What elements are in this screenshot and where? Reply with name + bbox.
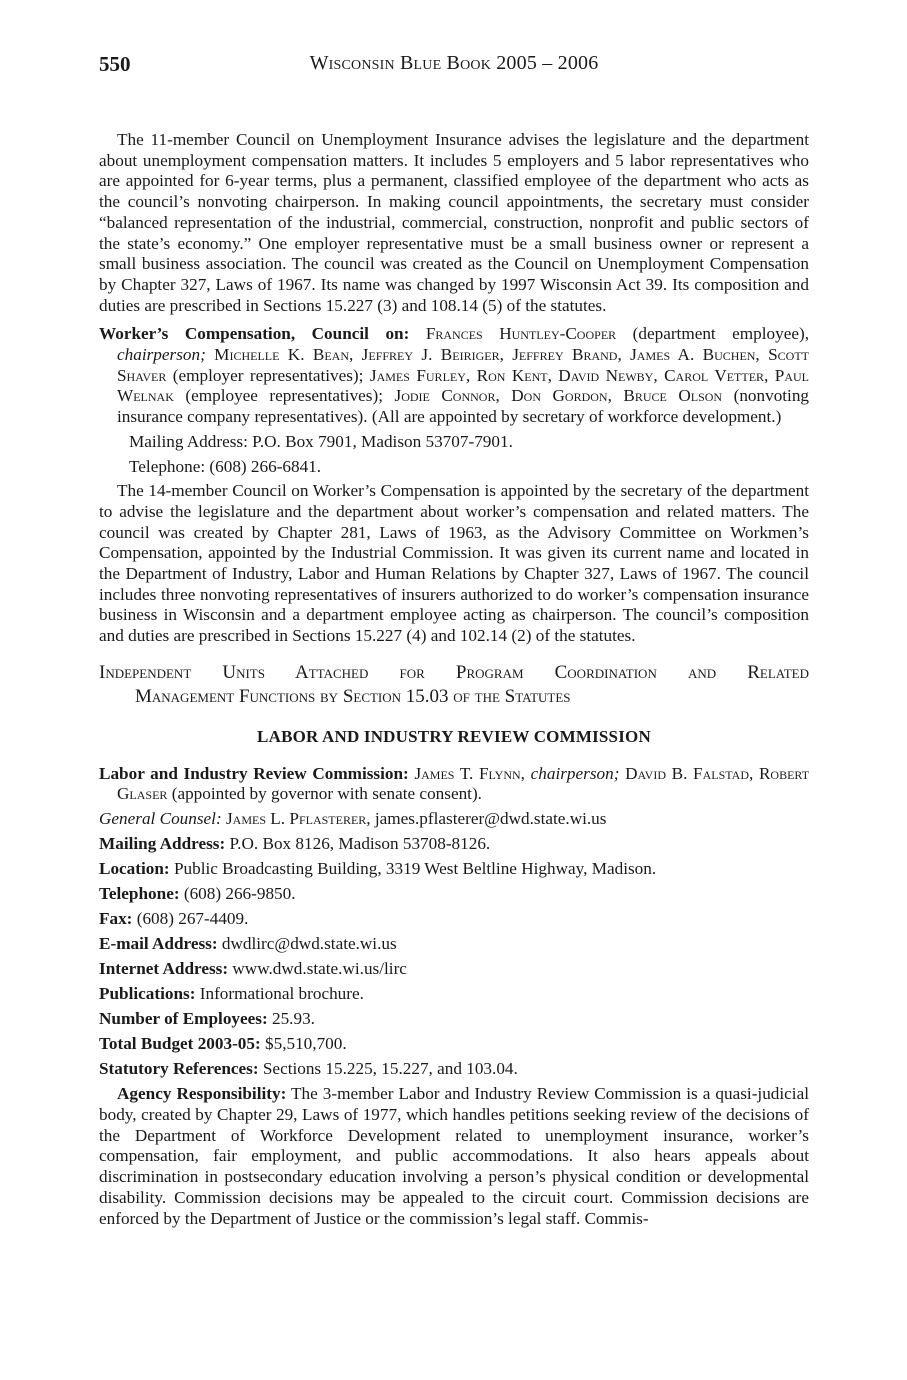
field-label: Location: — [99, 859, 170, 879]
agency-responsibility-label: Agency Responsibility: — [117, 1084, 287, 1104]
field-label: Publications: — [99, 984, 196, 1004]
field-value: 25.93. — [271, 1009, 315, 1029]
lirc-chair-role: chairperson; — [530, 763, 620, 783]
agency-responsibility-text: The 3-member Labor and Industry Review Commission is a quasi-judicial body, created by Chapter 29, Laws of 1977, which handles petitions seeking review of the decisions of the Department of Workforce Development related to unemployment insurance, worker’s compensation, fair employment, and public accommodations. It also hears appeals about discrimination in postsecondary education involving a person’s physical condition or developmental disability. Commission decisions may be appealed to the circuit court. Commission decisions are enforced by the Department of Justice or the commission’s legal staff. Commis- — [99, 1084, 809, 1228]
workers-comp-employee-note: (employee representatives); — [185, 386, 383, 406]
workers-comp-paragraph: The 14-member Council on Worker’s Compensation is appointed by the secretary of the department to advise the legislature and the department about worker’s compensation and related matters. The council was created by Chapter 281, Laws of 1963, as the Advisory Committee on Workmen’s Compensation, appointed by the Industrial Commission. It was given its current name and located in the Department of Industry, Labor and Human Relations by Chapter 327, Laws of 1967. The council includes three nonvoting representatives of insurers authorized to do worker’s compensation insurance business in Wisconsin and a department employee acting as chairperson. The council’s composition and duties are prescribed in Sections 15.227 (4) and 102.14 (2) of the statutes. — [99, 481, 809, 646]
workers-comp-employer-names: Michelle K. Bean, Jeffrey J. Beiriger, Jeffrey Brand, James A. Buchen, Scott Shaver — [117, 345, 809, 385]
workers-comp-label: Worker’s Compensation, Council on: — [99, 324, 410, 344]
field-label: Mailing Address: — [99, 834, 226, 854]
lirc-members-note: (appointed by governor with senate consent). — [171, 784, 482, 804]
general-counsel-email: james.pflasterer@dwd.state.wi.us — [374, 809, 607, 829]
workers-comp-insurer-note: (nonvoting insurance company representatives). (All are appointed by secretary of workforce development.) — [117, 386, 810, 427]
lirc-members: David B. Falstad, Robert Glaser — [117, 763, 810, 804]
field-internet — [99, 959, 809, 980]
page-number: 550 — [99, 52, 131, 76]
general-counsel — [99, 809, 809, 830]
document-page — [99, 52, 809, 1229]
general-counsel-label: General Counsel: — [99, 809, 222, 829]
workers-comp-entry — [99, 324, 809, 428]
field-mailing — [99, 834, 809, 855]
field-value: www.dwd.state.wi.us/lirc — [232, 959, 407, 979]
field-value: dwdlirc@dwd.state.wi.us — [221, 934, 397, 954]
commission-title: LABOR AND INDUSTRY REVIEW COMMISSION — [257, 726, 651, 746]
general-counsel-name: James L. Pflasterer, — [225, 809, 371, 829]
field-email — [99, 934, 809, 955]
field-fax — [99, 909, 809, 930]
field-label: Internet Address: — [99, 959, 229, 979]
field-publications — [99, 984, 809, 1005]
page-body — [99, 130, 809, 1229]
field-value: (608) 267-4409. — [136, 909, 249, 929]
workers-comp-employer-note: (employer representatives); — [172, 365, 364, 385]
field-label: Statutory References: — [99, 1059, 259, 1079]
unemployment-council-paragraph: The 11-member Council on Unemployment Insurance advises the legislature and the department about unemployment compensation matters. It includes 5 employers and 5 labor representatives who are appointed for 6-year terms, plus a permanent, classified employee of the department who acts as the council’s nonvoting chairperson. In making council appointments, the secretary must consider “balanced representation of the industrial, commercial, construction, nonprofit and public sectors of the state’s economy.” One employer representative must be a small business owner or represent a small business association. The council was created as the Council on Unemployment Compensation by Chapter 327, Laws of 1967. Its name was changed by 1997 Wisconsin Act 39. Its composition and duties are prescribed in Sections 15.227 (3) and 108.14 (5) of the statutes. — [99, 130, 809, 315]
workers-comp-mailing: Mailing Address: P.O. Box 7901, Madison 53707-7901. — [129, 431, 513, 451]
field-label: Telephone: — [99, 884, 180, 904]
field-value: (608) 266-9850. — [183, 884, 296, 904]
workers-comp-chair-name: Frances Huntley-Cooper — [425, 324, 617, 344]
workers-comp-telephone: Telephone: (608) 266-6841. — [129, 456, 322, 476]
lirc-label: Labor and Industry Review Commission: — [99, 763, 409, 783]
field-location — [99, 859, 809, 880]
field-label: Total Budget 2003-05: — [99, 1034, 261, 1054]
workers-comp-insurer-names: Jodie Connor, Don Gordon, Bruce Olson — [394, 386, 723, 406]
field-budget — [99, 1034, 809, 1055]
field-value: Sections 15.225, 15.227, and 103.04. — [262, 1059, 518, 1079]
field-label: Number of Employees: — [99, 1009, 268, 1029]
running-title: Wisconsin Blue Book 2005 – 2006 — [309, 52, 599, 74]
workers-comp-chair-note: (department employee), — [632, 324, 810, 344]
lirc-entry — [99, 764, 809, 805]
section-heading-line1: Independent Units Attached for Program Coordination and Related — [99, 661, 809, 683]
field-employees — [99, 1009, 809, 1030]
workers-comp-employee-names: James Furley, Ron Kent, David Newby, Carol Vetter, Paul Welnak — [117, 365, 809, 406]
lirc-chair-name: James T. Flynn, — [414, 763, 525, 783]
section-heading — [99, 661, 809, 709]
field-label: E-mail Address: — [99, 934, 218, 954]
field-telephone — [99, 884, 809, 905]
section-heading-line2: Management Functions by Section 15.03 of the Statutes — [135, 685, 571, 707]
field-value: Informational brochure. — [199, 984, 364, 1004]
agency-responsibility — [99, 1084, 809, 1229]
page-header — [99, 52, 809, 82]
workers-comp-chair-role: chairperson; — [117, 345, 206, 365]
field-value: P.O. Box 8126, Madison 53708-8126. — [229, 834, 491, 854]
field-value: Public Broadcasting Building, 3319 West Beltline Highway, Madison. — [173, 859, 657, 879]
field-statutory — [99, 1059, 809, 1080]
field-value: $5,510,700. — [265, 1034, 347, 1054]
field-label: Fax: — [99, 909, 133, 929]
